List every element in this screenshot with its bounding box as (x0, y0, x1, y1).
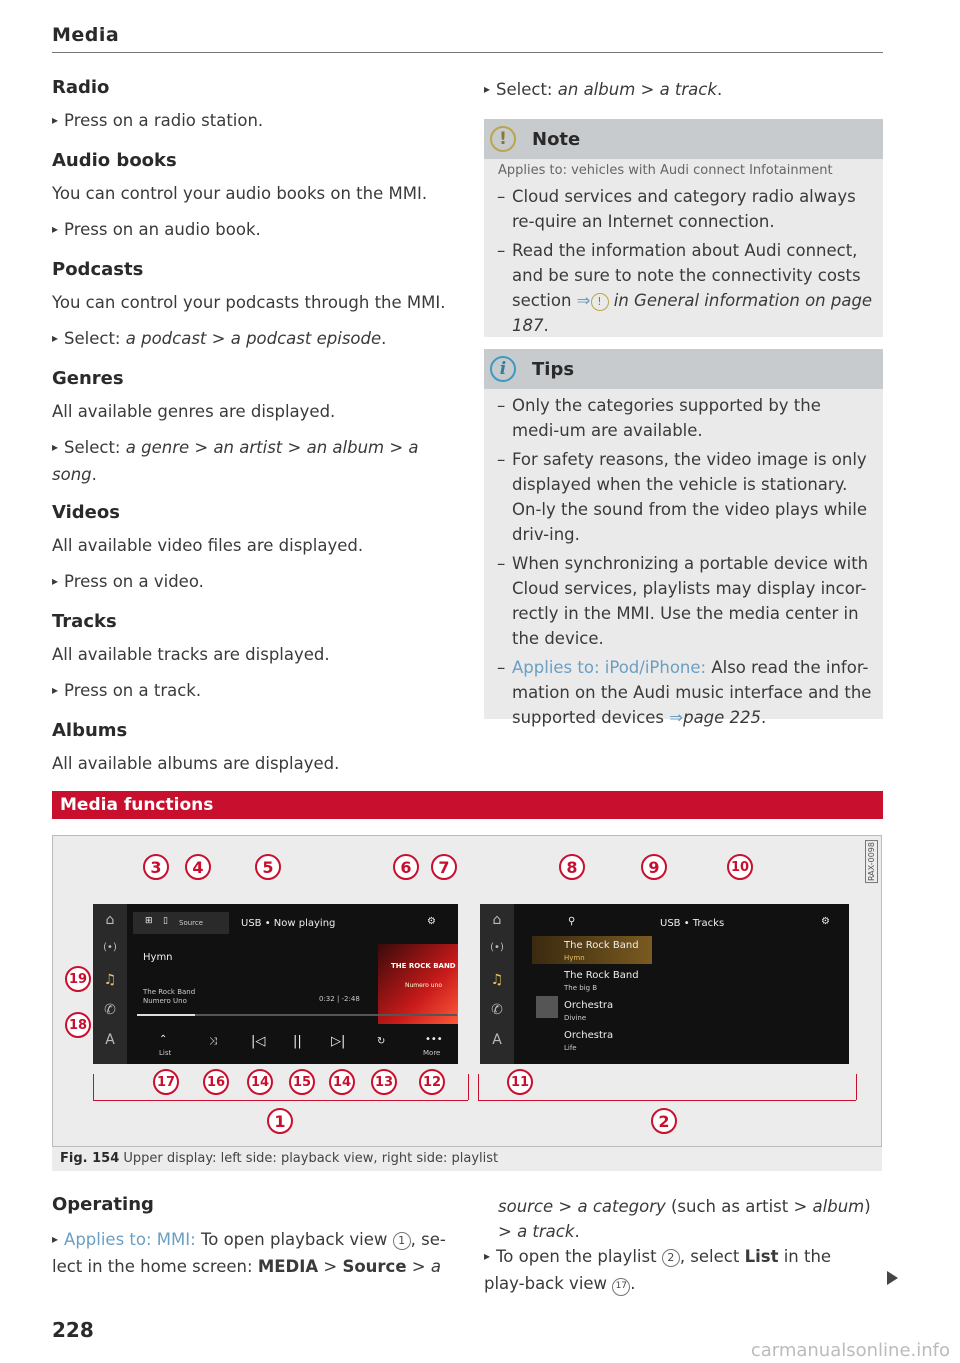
search-icon[interactable]: ⚲ (568, 916, 576, 927)
chevron-up-icon[interactable]: ⌃ (159, 1034, 168, 1045)
step-text: To open playback view (195, 1230, 393, 1249)
step-text: , select (679, 1247, 745, 1266)
note-ref-text[interactable]: in General information on page 187 (512, 291, 873, 335)
step-text: . (574, 1222, 580, 1241)
settings-icon[interactable]: ⚙ (821, 916, 830, 927)
step-radio: ▸ Press on a radio station. (52, 108, 452, 135)
settings-icon[interactable]: ⚙ (427, 916, 436, 927)
note-item-end: . (543, 316, 549, 335)
callout-1: 1 (267, 1108, 293, 1134)
callout-10: 10 (727, 854, 753, 880)
ref-callout: 1 (393, 1232, 411, 1250)
tips-item: – When synchronizing a portable device with Cloud services, playlists may display incor-rectly in the MMI. Use the media center in the device. (484, 551, 883, 651)
progress-fill (137, 1014, 195, 1016)
warning-icon: ! (591, 293, 609, 311)
step-text: . (630, 1274, 636, 1293)
step-suffix: . (381, 329, 387, 348)
playlist-item-title[interactable]: The Rock Band (564, 970, 639, 981)
step-text: , se-lect in the home screen: (52, 1230, 446, 1276)
heading-albums: Albums (52, 720, 128, 741)
step-prefix: Select: (64, 329, 126, 348)
heading-podcasts: Podcasts (52, 259, 144, 280)
note-title: Note (532, 128, 581, 150)
album-name: Numero Uno (143, 997, 187, 1005)
callout-bracket (856, 1074, 857, 1100)
note-header (484, 119, 883, 159)
arrow-ref-icon: ⇒ (576, 291, 591, 310)
section-band-title: Media functions (52, 791, 883, 819)
step-audio-books: ▸ Press on an audio book. (52, 217, 452, 244)
usb-icon: ▯ (163, 916, 168, 926)
heading-operating: Operating (52, 1194, 154, 1215)
continue-arrow-icon (887, 1271, 898, 1285)
callout-bracket (478, 1100, 856, 1101)
callout-17: 17 (153, 1069, 179, 1095)
more-icon[interactable]: ••• (425, 1034, 443, 1045)
tips-title: Tips (532, 358, 575, 380)
music-icon[interactable]: ♫ (103, 972, 117, 988)
step-suffix: . (716, 80, 723, 99)
playlist-item-title: The Rock Band (564, 940, 639, 951)
step-text: ) > (498, 1197, 871, 1241)
callout-6: 6 (393, 854, 419, 880)
para-videos: All available video files are displayed. (52, 536, 364, 555)
playlist-item-sub: The big B (564, 984, 598, 992)
applies-to-label: Applies to: MMI: (64, 1230, 196, 1249)
repeat-icon[interactable]: ↻ (377, 1036, 386, 1047)
callout-9: 9 (641, 854, 667, 880)
para-tracks: All available tracks are displayed. (52, 645, 330, 664)
warning-icon: ! (490, 126, 516, 152)
operating-section (52, 1192, 452, 1279)
step-text: in the play-back view (484, 1247, 832, 1293)
heading-genres: Genres (52, 368, 124, 389)
playlist-item-title[interactable]: Orchestra (564, 1000, 614, 1011)
track-title: Hymn (143, 952, 173, 963)
callout-18: 18 (65, 1012, 91, 1038)
figure-code: RAX-0098 (867, 842, 876, 882)
tips-box (484, 349, 883, 727)
home-icon[interactable]: ⌂ (105, 912, 115, 928)
applies-to-label: Applies to: iPod/iPhone: (512, 658, 707, 677)
step-tracks: ▸ Press on a track. (52, 678, 452, 705)
step-open-playlist (484, 1244, 874, 1296)
tips-ref-text[interactable]: page 225 (683, 708, 762, 727)
pause-icon[interactable]: || (293, 1034, 302, 1049)
breadcrumb: USB • Now playing (241, 918, 336, 929)
menu-media: MEDIA (257, 1257, 319, 1276)
heading-tracks: Tracks (52, 611, 117, 632)
step-videos: ▸ Press on a video. (52, 569, 452, 596)
callout-5: 5 (255, 854, 281, 880)
playback-screen (93, 904, 458, 1064)
callout-7: 7 (431, 854, 457, 880)
tips-item (484, 655, 883, 730)
playlist-item-sub: Hymn (564, 954, 585, 962)
callout-12: 12 (419, 1069, 445, 1095)
callout-14b: 14 (329, 1069, 355, 1095)
para-podcasts: You can control your podcasts through the MMI. (52, 293, 446, 312)
menu-source: Source (342, 1257, 407, 1276)
list-label: List (744, 1247, 779, 1266)
step-path: a (430, 1257, 441, 1276)
time-display: 0:32 | -2:48 (319, 995, 360, 1003)
callout-14: 14 (247, 1069, 273, 1095)
info-icon: i (490, 356, 516, 382)
callout-4: 4 (185, 854, 211, 880)
callout-3: 3 (143, 854, 169, 880)
tips-item: – For safety reasons, the video image is only displayed when the vehicle is stationary. On-ly the sound from the video plays while driv-ing. (484, 447, 883, 547)
callout-16: 16 (203, 1069, 229, 1095)
cover-title: THE ROCK BAND (391, 962, 456, 970)
figure-154 (52, 835, 882, 1147)
callout-11: 11 (507, 1069, 533, 1095)
step-path: a track (517, 1222, 575, 1241)
step-path: an album > a track (557, 80, 717, 99)
tips-item: – Only the categories supported by the medi-um are available. (484, 393, 883, 443)
para-genres: All available genres are displayed. (52, 402, 336, 421)
artist-name: The Rock Band (143, 988, 196, 996)
callout-bracket (468, 1074, 469, 1100)
para-audio-books: You can control your audio books on the MMI. (52, 184, 428, 203)
callout-13: 13 (371, 1069, 397, 1095)
watermark: carmanualsonline.info (750, 1340, 950, 1361)
cover-subtitle: Numero uno (405, 982, 443, 989)
source-label[interactable]: Source (179, 919, 204, 927)
step-genres (52, 435, 452, 487)
note-item (484, 238, 883, 338)
navigation-icon[interactable]: A (105, 1032, 115, 1048)
callout-15: 15 (289, 1069, 315, 1095)
separator: > (318, 1257, 343, 1276)
tips-item-end: . (761, 708, 767, 727)
step-path: album (812, 1197, 865, 1216)
note-applies: Applies to: vehicles with Audi connect Infotainment (498, 163, 833, 178)
step-open-playback (52, 1227, 452, 1279)
step-suffix: . (91, 465, 97, 484)
ref-callout: 17 (612, 1278, 630, 1296)
step-albums (484, 77, 884, 104)
note-box (484, 119, 883, 337)
phone-icon[interactable]: ✆ (104, 1002, 116, 1018)
navigation-icon[interactable]: A (492, 1032, 502, 1048)
home-icon[interactable]: ⌂ (492, 912, 502, 928)
radio-icon[interactable]: (•) (103, 942, 117, 953)
step-podcasts (52, 326, 452, 353)
callout-8: 8 (559, 854, 585, 880)
more-button-label[interactable]: More (423, 1049, 441, 1057)
header-divider (52, 52, 883, 53)
caption-label: Fig. 154 (60, 1151, 120, 1166)
step-path: a genre > an artist > an album > a song (52, 438, 419, 484)
caption-text: Upper display: left side: playback view, right side: playlist (119, 1151, 499, 1166)
breadcrumb: USB • Tracks (660, 918, 725, 929)
callout-bracket (478, 1074, 479, 1100)
separator: > (406, 1257, 431, 1276)
album-thumb (536, 996, 558, 1018)
figure-caption (52, 1147, 882, 1171)
music-icon[interactable]: ♫ (490, 972, 504, 988)
left-column (52, 75, 452, 776)
note-item: – Cloud services and category radio always re-quire an Internet connection. (484, 184, 883, 234)
note-item-text: Read the information about Audi connect, and be sure to note the connectivity costs section (512, 241, 861, 310)
operating-continued (498, 1194, 888, 1244)
callout-2: 2 (651, 1108, 677, 1134)
step-text: (such as artist > (665, 1197, 813, 1216)
grid-icon[interactable]: ⊞ (145, 916, 153, 926)
previous-icon[interactable]: |◁ (251, 1034, 266, 1049)
step-prefix: Select: (64, 438, 126, 457)
playlist-item-sub: Life (564, 1044, 577, 1052)
tips-header (484, 349, 883, 389)
page-number: 228 (52, 1318, 94, 1342)
playlist-item-title[interactable]: Orchestra (564, 1030, 614, 1041)
para-albums: All available albums are displayed. (52, 754, 340, 773)
step-prefix: Select: (496, 80, 558, 99)
callout-bracket (93, 1100, 468, 1101)
heading-videos: Videos (52, 502, 120, 523)
heading-radio: Radio (52, 77, 110, 98)
heading-audio-books: Audio books (52, 150, 177, 171)
ref-callout: 2 (662, 1249, 680, 1267)
step-text: To open the playlist (496, 1247, 662, 1266)
tips-item-text: Also read the infor-mation on the Audi music interface and the supported devices (512, 658, 872, 727)
phone-icon[interactable]: ✆ (491, 1002, 503, 1018)
radio-icon[interactable]: (•) (490, 942, 504, 953)
next-icon[interactable]: ▷| (331, 1034, 346, 1049)
step-path: a podcast > a podcast episode (125, 329, 382, 348)
playlist-item-sub: Divine (564, 1014, 587, 1022)
shuffle-icon[interactable]: ⤨ (209, 1036, 217, 1047)
arrow-ref-icon: ⇒ (669, 708, 684, 727)
page-section-title: Media (52, 24, 120, 46)
callout-19: 19 (65, 966, 91, 992)
playlist-screen (480, 904, 849, 1064)
callout-bracket (93, 1074, 94, 1100)
step-path: source > a category (498, 1197, 666, 1216)
list-button-label[interactable]: List (159, 1049, 172, 1057)
